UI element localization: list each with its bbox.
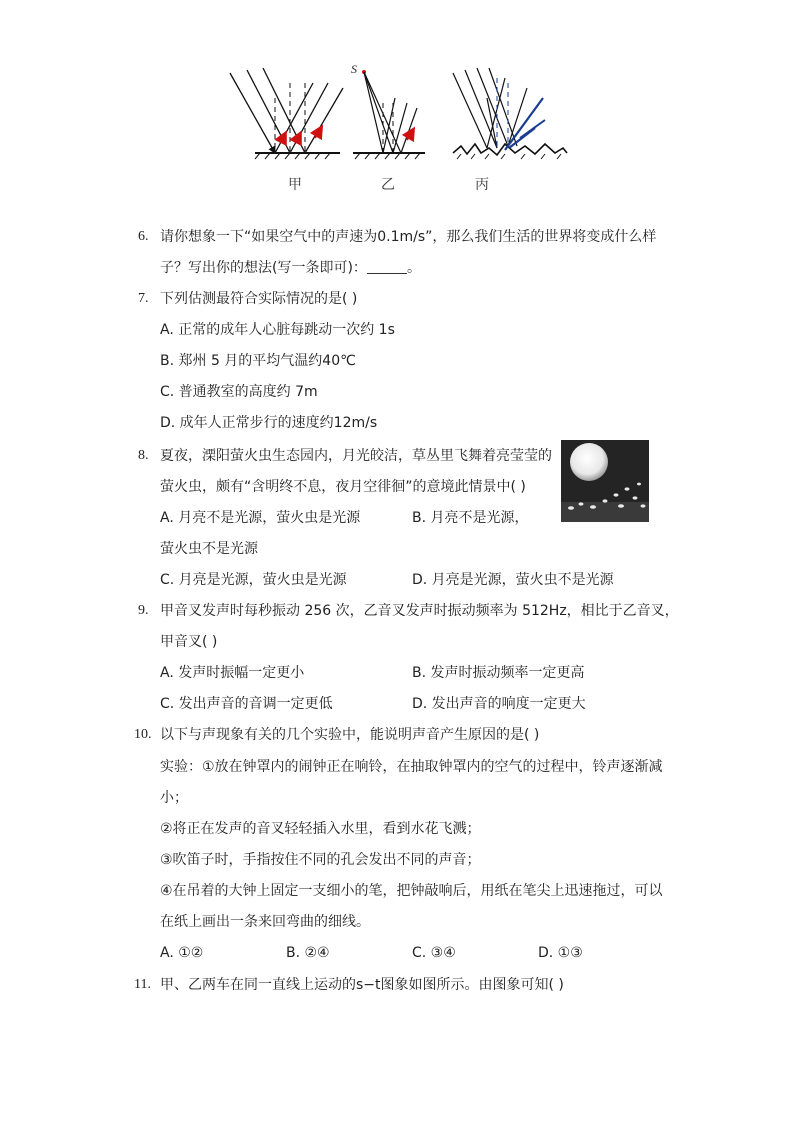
option-b[interactable]: B. 发声时振动频率一定更高 — [412, 665, 585, 681]
question-10-line: 小； — [160, 790, 188, 806]
question-10-line: ④在吊着的大钟上固定一支细小的笔，把钟敲响后，用纸在笔尖上迅速拖过，可以 — [160, 883, 663, 899]
diagram-jia — [230, 68, 343, 159]
question-10-line: 在纸上画出一条来回弯曲的细线。 — [160, 914, 370, 930]
option-a[interactable]: A. ①② — [160, 945, 204, 961]
question-text-end: 。 — [406, 260, 421, 276]
option-c[interactable]: C. 发出声音的音调一定更低 — [160, 696, 333, 712]
moon-fireflies-photo — [561, 440, 649, 522]
question-8-line-2: 萤火虫，颇有“含明终不息，夜月空徘徊”的意境此情景中( ) — [160, 479, 526, 495]
moon-photo-graphic — [561, 440, 649, 522]
option-b[interactable]: B. 郑州 5 月的平均气温约40℃ — [160, 353, 356, 369]
figure-label-yi: 乙 — [381, 177, 395, 193]
option-c[interactable]: C. 普通教室的高度约 7m — [160, 384, 318, 400]
question-text: 请你想象一下“如果空气中的声速为0.1m/s”，那么我们生活的世界将变成什么样 — [160, 229, 657, 245]
option-c[interactable]: C. 月亮是光源，萤火虫是光源 — [160, 572, 347, 588]
question-number: 9. — [138, 603, 149, 618]
option-d[interactable]: D. 成年人正常步行的速度约12m/s — [160, 415, 378, 431]
question-6-line-2 — [160, 258, 421, 278]
option-a[interactable]: A. 正常的成年人心脏每跳动一次约 1s — [160, 322, 395, 338]
question-10-line: ③吹笛子时，手指按住不同的孔会发出不同的声音； — [160, 852, 481, 868]
question-text: 子？写出你的想法(写一条即可)： — [160, 260, 367, 276]
diagram-bing — [453, 68, 567, 159]
question-text: 下列估测最符合实际情况的是( ) — [160, 291, 358, 307]
question-text: 以下与声现象有关的几个实验中，能说明声音产生原因的是( ) — [160, 727, 540, 743]
reflection-diagrams — [225, 58, 575, 168]
option-d[interactable]: D. 月亮是光源，萤火虫不是光源 — [412, 572, 614, 588]
option-d[interactable]: D. 发出声音的响度一定更大 — [412, 696, 586, 712]
question-number: 11. — [134, 977, 151, 992]
figure-label-bing: 丙 — [475, 177, 489, 193]
option-b[interactable]: B. 月亮不是光源， — [412, 510, 529, 526]
option-d[interactable]: D. ①③ — [538, 945, 583, 961]
question-text: 甲、乙两车在同一直线上运动的s−t图象如图所示。由图象可知( ) — [160, 977, 564, 993]
diagram-yi — [353, 70, 425, 159]
option-c[interactable]: C. ③④ — [412, 945, 456, 961]
question-9-line-2: 甲音叉( ) — [160, 634, 218, 650]
option-b-continued[interactable]: 萤火虫不是光源 — [160, 541, 258, 557]
figure-point-label-s: S — [351, 62, 357, 76]
figure-label-jia: 甲 — [288, 177, 302, 193]
moon-icon — [570, 443, 608, 481]
question-number: 10. — [134, 727, 152, 742]
question-text: 夏夜，溧阳萤火虫生态园内，月光皎洁，草丛里飞舞着亮莹莹的 — [160, 448, 552, 464]
option-b[interactable]: B. ②④ — [286, 945, 330, 961]
option-a[interactable]: A. 发声时振幅一定更小 — [160, 665, 305, 681]
question-text: 甲音叉发声时每秒振动 256 次，乙音叉发声时振动频率为 512Hz，相比于乙音叉， — [160, 603, 679, 619]
question-10-line: ②将正在发声的音叉轻轻插入水里，看到水花飞溅； — [160, 821, 481, 837]
question-number: 6. — [138, 229, 149, 244]
question-10-line: 实验：①放在钟罩内的闹钟正在响铃，在抽取钟罩内的空气的过程中，铃声逐渐减 — [160, 759, 663, 775]
question-number: 7. — [138, 291, 149, 306]
question-number: 8. — [138, 448, 149, 463]
reflection-figure — [225, 58, 575, 198]
option-a[interactable]: A. 月亮不是光源，萤火虫是光源 — [160, 510, 361, 526]
answer-blank[interactable] — [367, 259, 407, 274]
